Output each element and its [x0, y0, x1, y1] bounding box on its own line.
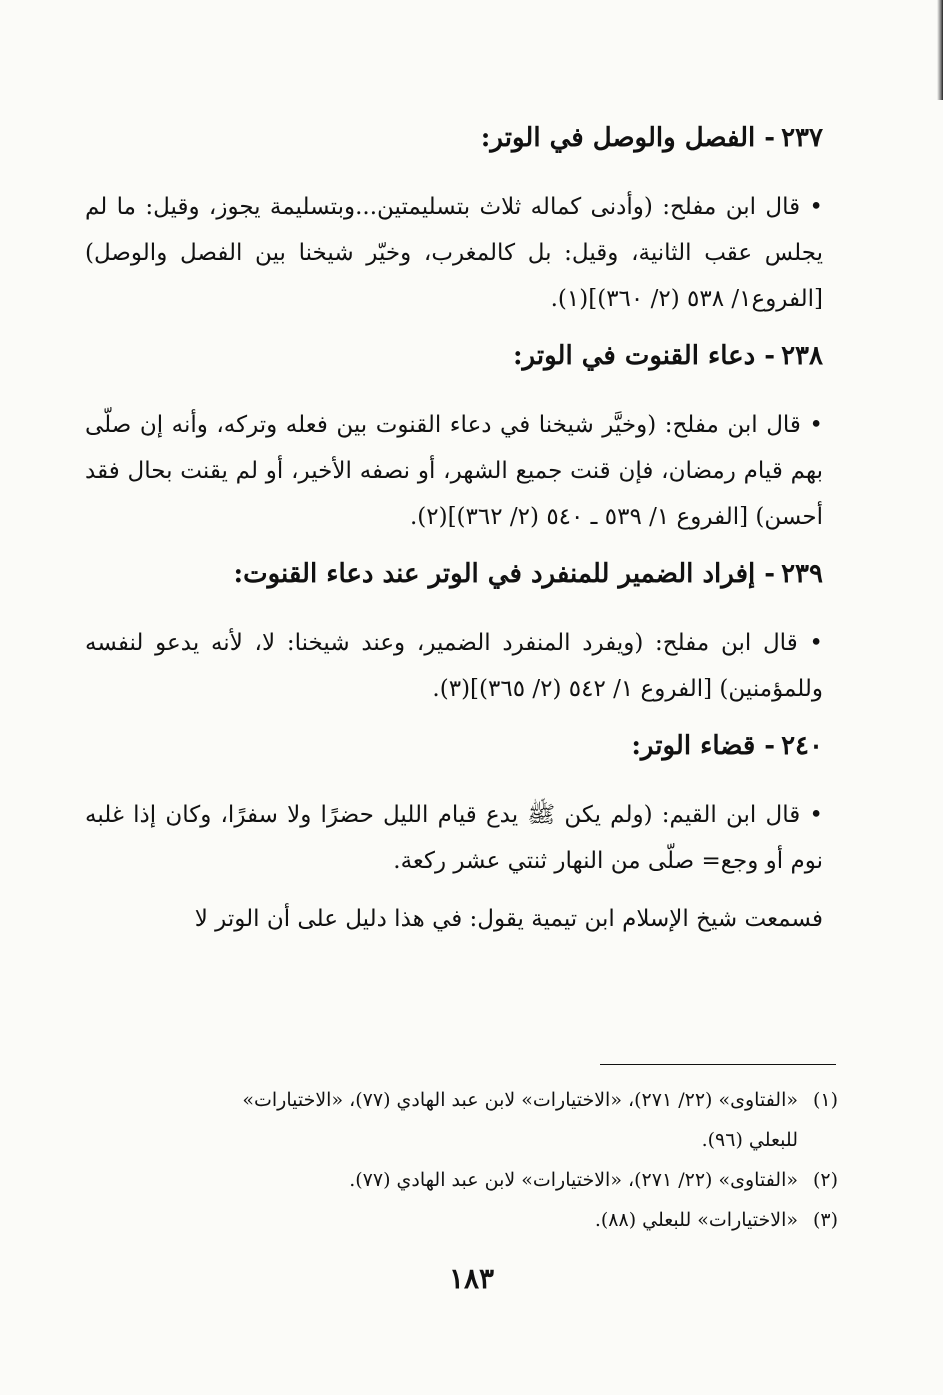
- footnote-text: «الاختيارات» للبعلي (٨٨).: [594, 1209, 798, 1231]
- section-title: - الفصل والوصل في الوتر:: [480, 123, 776, 153]
- section-heading: [85, 726, 823, 766]
- footnote-text: «الفتاوى» (٢٢/ ٢٧١)، «الاختيارات» لابن عبد الهادي (٧٧)، «الاختيارات»: [242, 1089, 798, 1111]
- footnote-number: (١): [812, 1089, 838, 1111]
- paragraph: • قال ابن مفلح: (وأدنى كماله ثلاث بتسليمتين...وبتسليمة يجوز، وقيل: ما لم يجلس عقب الثانية، وقيل: بل كالمغرب، وخيّر شيخنا بين الفصل والوصل) [الفروع١/ ٥٣٨ (٢/ ٣٦٠)](١).: [85, 194, 823, 312]
- section-heading: [85, 118, 823, 158]
- section-heading: [85, 336, 823, 376]
- section-238: [85, 336, 823, 540]
- footnotes: [100, 1080, 838, 1240]
- paragraph: فسمعت شيخ الإسلام ابن تيمية يقول: في هذا دليل على أن الوتر لا: [194, 906, 823, 932]
- page-edge-shadow: [937, 0, 943, 100]
- footnote-continuation: للبعلي (٩٦).: [701, 1129, 798, 1151]
- section-heading: [85, 554, 823, 594]
- section-237: [85, 118, 823, 322]
- footnote: [100, 1080, 838, 1160]
- section-title: - قضاء الوتر:: [631, 731, 776, 761]
- footnote: [100, 1200, 838, 1240]
- footnote-number: (٢): [812, 1169, 838, 1191]
- section-240: [85, 726, 823, 942]
- footnote-number: (٣): [812, 1209, 838, 1231]
- section-title: - دعاء القنوت في الوتر:: [512, 341, 776, 371]
- paragraph: • قال ابن مفلح: (وخيَّر شيخنا في دعاء القنوت بين فعله وتركه، وأنه إن صلّى بهم قيام رمضان، فإن قنت جميع الشهر، أو نصفه الأخير، أو لم يقنت بحال فقد أحسن) [الفروع ١/ ٥٣٩ ـ ٥٤٠ (٢/ ٣٦٢)](٢).: [85, 412, 823, 530]
- section-number: ٢٤٠: [781, 731, 823, 761]
- section-number: ٢٣٧: [781, 123, 823, 153]
- footnote-text: «الفتاوى» (٢٢/ ٢٧١)، «الاختيارات» لابن عبد الهادي (٧٧).: [349, 1169, 798, 1191]
- paragraph: • قال ابن مفلح: (ويفرد المنفرد الضمير، وعند شيخنا: لا، لأنه يدعو لنفسه وللمؤمنين) [الفروع ١/ ٥٤٢ (٢/ ٣٦٥)](٣).: [85, 630, 823, 702]
- page-number: ١٨٣: [448, 1262, 495, 1295]
- section-title: - إفراد الضمير للمنفرد في الوتر عند دعاء القنوت:: [233, 559, 776, 589]
- section-239: [85, 554, 823, 712]
- footnote: [100, 1160, 838, 1200]
- section-number: ٢٣٩: [781, 559, 823, 589]
- section-number: ٢٣٨: [781, 341, 823, 371]
- main-text: [85, 118, 823, 952]
- footnote-separator: [600, 1064, 836, 1065]
- paragraph: • قال ابن القيم: (ولم يكن ﷺ يدع قيام الليل حضرًا ولا سفرًا، وكان إذا غلبه نوم أو وجع= صلّى من النهار ثنتي عشر ركعة.: [85, 802, 823, 874]
